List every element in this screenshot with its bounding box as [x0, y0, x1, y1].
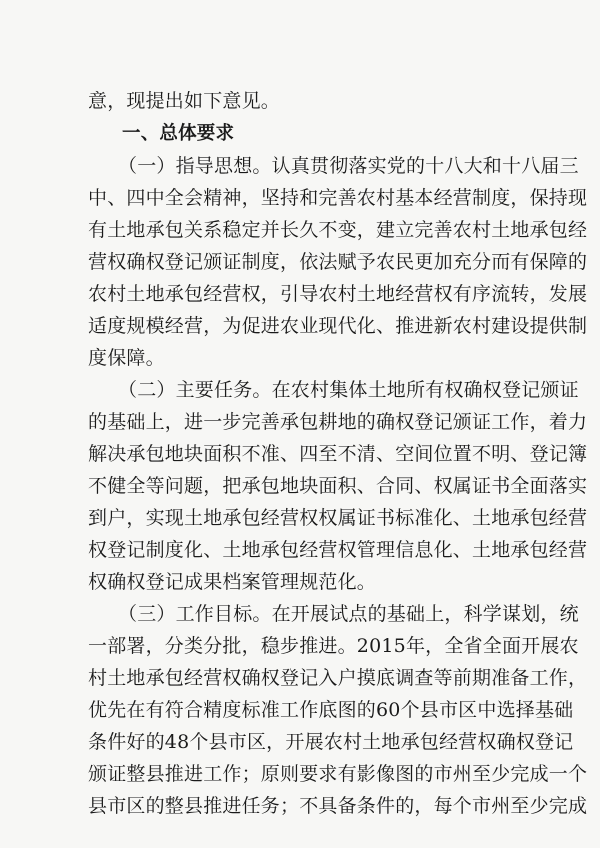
text-line-1: 意，现提出如下意见。	[88, 90, 281, 112]
text-line-16: 权确权登记成果档案管理规范化。	[88, 571, 377, 593]
text-line-18: 一部署，分类分批，稳步推进。2015年，全省全面开展农	[88, 635, 579, 657]
text-line-5: 有土地承包关系稳定并长久不变，建立完善农村土地承包经	[88, 219, 588, 241]
text-line-20: 优先在有符合精度标准工作底图的60个县市区中选择基础	[88, 699, 574, 721]
text-line-3: （一）指导思想。认真贯彻落实党的十八大和十八届三	[118, 155, 579, 177]
text-line-14: 到户，实现土地承包经营权权属证书标准化、土地承包经营	[88, 507, 588, 529]
text-line-7: 农村土地承包经营权，引导农村土地经营权有序流转，发展	[88, 283, 588, 305]
text-line-23: 县市区的整县推进任务；不具备条件的，每个市州至少完成	[88, 795, 588, 817]
text-line-11: 的基础上，进一步完善承包耕地的确权登记颁证工作，着力	[88, 411, 588, 433]
text-line-6: 营权确权登记颁证制度，依法赋予农民更加充分而有保障的	[88, 251, 588, 273]
text-line-22: 颁证整县推进工作；原则要求有影像图的市州至少完成一个	[88, 763, 588, 785]
text-line-19: 村土地承包经营权确权登记入户摸底调查等前期准备工作，	[88, 667, 588, 689]
text-line-15: 权登记制度化、土地承包经营权管理信息化、土地承包经营	[88, 539, 588, 561]
text-line-13: 不健全等问题，把承包地块面积、合同、权属证书全面落实	[88, 475, 588, 497]
text-line-10: （二）主要任务。在农村集体土地所有权确权登记颁证	[118, 379, 579, 401]
section-heading-overall: 一、总体要求	[122, 123, 235, 144]
text-line-8: 适度规模经营，为促进农业现代化、推进新农村建设提供制	[88, 315, 588, 337]
text-line-12: 解决承包地块面积不准、四至不清、空间位置不明、登记簿	[88, 443, 588, 465]
text-line-4: 中、四中全会精神，坚持和完善农村基本经营制度，保持现	[88, 187, 588, 209]
text-line-9: 度保障。	[88, 347, 165, 369]
text-line-17: （三）工作目标。在开展试点的基础上，科学谋划，统	[118, 603, 579, 625]
text-line-21: 条件好的48个县市区，开展农村土地承包经营权确权登记	[88, 731, 574, 753]
